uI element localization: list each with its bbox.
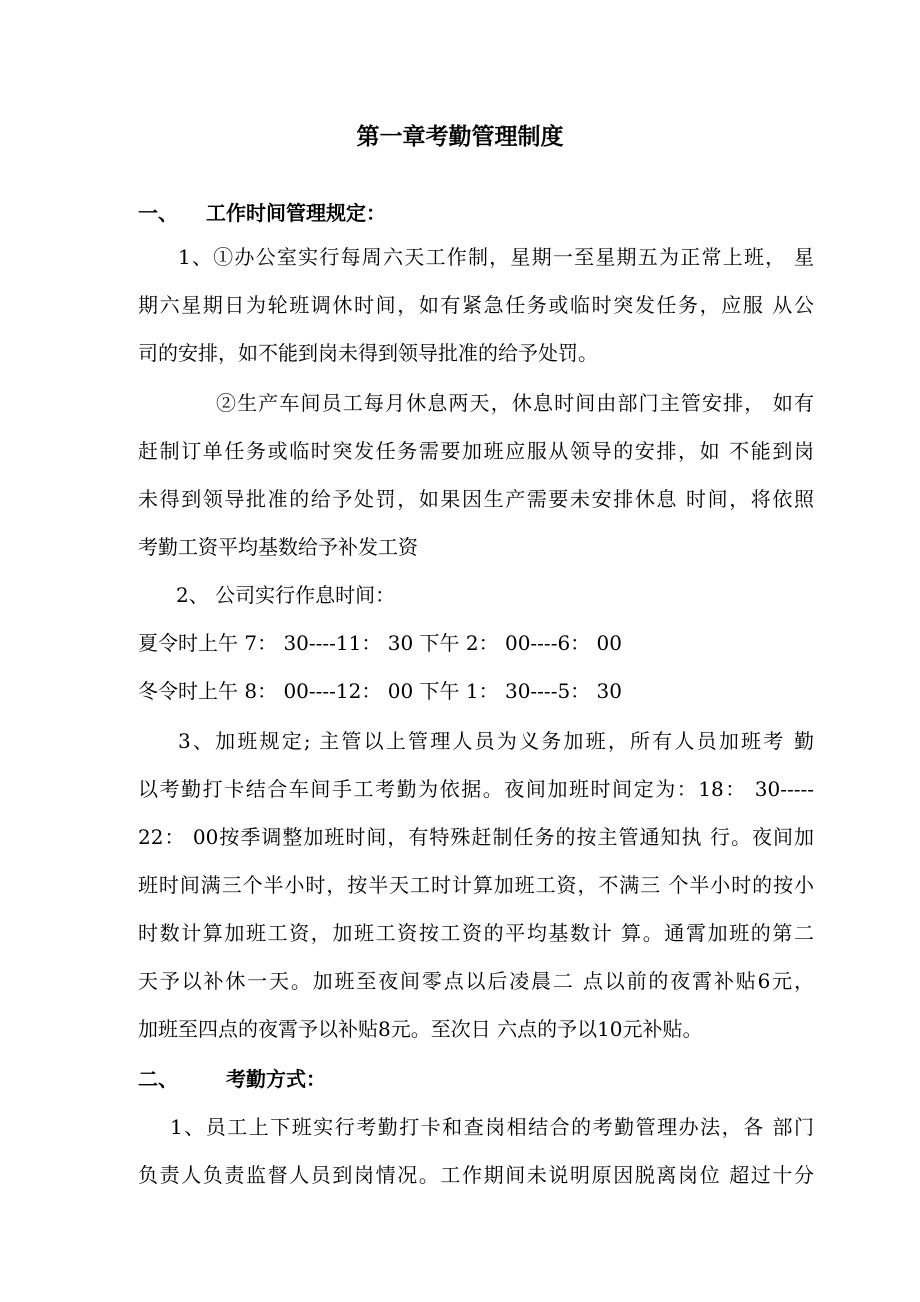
page-title: 第一章考勤管理制度 <box>356 123 564 150</box>
paragraph-line: 未得到领导批准的给予处罚，如果因生产需要未安排休息 时间，将依照 <box>138 487 814 511</box>
paragraph-line: 加班至四点的夜霄予以补贴8元。至次日 六点的予以10元补贴。 <box>138 1017 703 1041</box>
paragraph-line: 时数计算加班工资，加班工资按工资的平均基数计 算。通霄加班的第二 <box>138 921 814 945</box>
section-2-heading <box>138 1066 326 1092</box>
summer-hours: 夏令时上午 7： 30----11： 30 下午 2： 00----6： 00 <box>138 631 622 655</box>
section-1-title: 工作时间管理规定： <box>206 201 386 225</box>
paragraph-line: 1、员工上下班实行考勤打卡和查岗相结合的考勤管理办法，各 部门 <box>170 1115 814 1139</box>
paragraph-line: 22： 00按季调整加班时间，有特殊赶制任务的按主管通知执 行。夜间加 <box>138 825 814 849</box>
section-1-heading <box>138 200 386 226</box>
paragraph-line: ②生产车间员工每月休息两天，休息时间由部门主管安排， 如有 <box>216 391 814 415</box>
paragraph-line: 期六星期日为轮班调休时间，如有紧急任务或临时突发任务，应服 从公 <box>138 293 814 317</box>
section-2-title: 考勤方式： <box>226 1067 326 1091</box>
paragraph-line: 司的安排，如不能到岗未得到领导批准的给予处罚。 <box>138 341 598 365</box>
section-1-number: 一、 <box>138 201 178 225</box>
paragraph-line: 负责人负责监督人员到岗情况。工作期间未说明原因脱离岗位 超过十分 <box>138 1163 814 1187</box>
winter-hours: 冬令时上午 8： 00----12： 00 下午 1： 30----5： 30 <box>138 679 622 703</box>
paragraph-line: 以考勤打卡结合车间手工考勤为依据。夜间加班时间定为：18： 30----- <box>138 777 814 801</box>
paragraph-line: 天予以补休一天。加班至夜间零点以后凌晨二 点以前的夜霄补贴6元， <box>138 969 814 993</box>
paragraph-line: 2、 公司实行作息时间： <box>176 583 396 607</box>
paragraph-line: 班时间满三个半小时，按半天工时计算加班工资，不满三 个半小时的按小 <box>138 873 814 897</box>
section-2-number: 二、 <box>138 1067 178 1091</box>
paragraph-line: 考勤工资平均基数给予补发工资 <box>138 535 418 559</box>
paragraph-line: 1、①办公室实行每周六天工作制，星期一至星期五为正常上班， 星 <box>178 245 814 269</box>
paragraph-line: 3、加班规定; 主管以上管理人员为义务加班，所有人员加班考 勤 <box>178 729 814 753</box>
paragraph-line: 赶制订单任务或临时突发任务需要加班应服从领导的安排，如 不能到岗 <box>138 439 814 463</box>
